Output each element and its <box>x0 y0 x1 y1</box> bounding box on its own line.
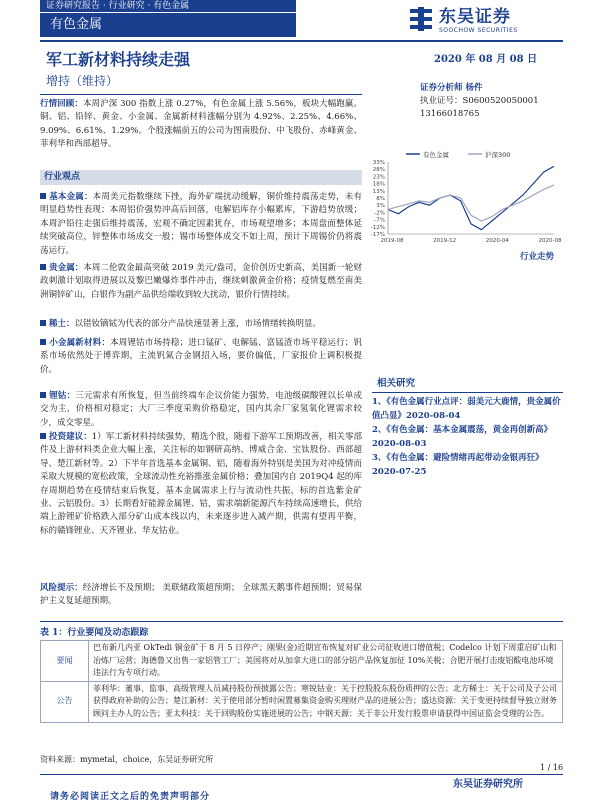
bullet-icon <box>40 264 46 270</box>
table-row <box>41 641 563 682</box>
base-metals-text: 本周美元指数继续下挫，海外矿端扰动缓解，铜价维持震荡走势，未有明显趋势性表现；本周铝价强势冲高后回落，电解铝库存小幅累库，下游趋势放缓；本周沪铅往走强后维持震荡，宏观不确定因素犹存，市场观望增多；本周盘面整体延续突破高位，锌整体市场成交一般；锡市场整体成交不如上周，预计下周锡价仍将震荡运行。 <box>40 192 362 256</box>
brand-name-en: SOOCHOW SECURITIES <box>439 27 518 34</box>
table-title: 表 1：行业要闻及动态跟踪 <box>40 628 149 638</box>
industry-view-heading: 行业观点 <box>40 170 362 185</box>
disclaimer: 请务必阅读正文之后的免责声明部分 <box>50 792 211 800</box>
precious-metals-section <box>40 262 362 302</box>
recommendation-label: 投资建议： <box>49 432 92 442</box>
related-research-list <box>372 395 567 479</box>
table-row-body: 巴布新几内亚 OkTedi 铜金矿于 8 月 5 日停产；刚果(金)近期宣布恢复对矿业公司征收进口增值税；Codelco 计划下周重启矿山和冶炼厂运营；海德鲁又出售一家铝管工厂；美国将对从加拿大进口的部分铝产品恢复加征 10%关税；合肥开展打击废铝酸电池环境违法行为专项行动。 <box>89 641 563 682</box>
precious-metals-text: 本周二伦敦金最高突破 2019 美元/盎司，金价创历史新高，美国新一轮财政刺激计划取得进展以及黎巴嫩爆炸事件冲击，继续刺激黄金价格；疫情复燃至南美洲铜锌矿山，白银作为副产品供给端收到较大扰动，银价行情持续。 <box>40 263 362 300</box>
bullet-icon <box>40 433 46 439</box>
x-tick-label: 2019-12 <box>433 238 457 244</box>
trend-chart-svg <box>358 148 563 263</box>
industry-trend-chart <box>358 148 563 263</box>
y-tick-label: 13% <box>372 188 385 195</box>
weekly-review <box>40 98 362 152</box>
table-row <box>41 681 563 722</box>
y-tick-label: -17% <box>370 232 385 238</box>
related-divider <box>372 392 563 393</box>
chart-title: 行业走势 <box>519 252 554 262</box>
analyst-phone: 13166018765 <box>420 109 480 119</box>
brand-logo-icon <box>409 7 435 31</box>
footer-firm: 东吴证券研究所 <box>453 779 523 790</box>
brand-logo <box>409 5 569 37</box>
related-item[interactable]: 2、《有色金属：基本金属震荡，黄金再创新高》2020-08-03 <box>372 425 553 449</box>
y-tick-label: 33% <box>372 160 385 166</box>
page-number: 1 / 16 <box>540 763 564 772</box>
risk-text: 经济增长不及预期； 美联储政策超预期； 全球黑天鹅事件超预期；贸易保护主义复延超预期。 <box>40 583 362 607</box>
y-tick-label: 28% <box>372 167 385 174</box>
header-divider <box>40 40 563 42</box>
weekly-review-label: 行情回顾： <box>40 99 83 109</box>
risk-section <box>40 582 362 609</box>
y-tick-label: -2% <box>374 210 385 217</box>
y-tick-label: 18% <box>372 181 385 188</box>
related-research-title: 相关研究 <box>377 378 416 389</box>
y-tick-label: 23% <box>372 174 385 181</box>
y-tick-label: -7% <box>374 217 385 224</box>
analyst-info <box>420 82 560 121</box>
y-tick-label: 8% <box>376 196 385 202</box>
x-tick-label: 2020-08 <box>538 238 562 244</box>
related-item[interactable]: 3、《有色金属：避险情绪再起带动金银再狂》2020-07-25 <box>372 453 544 477</box>
rare-earth-label: 稀土： <box>49 319 75 329</box>
rare-earth-section <box>40 318 362 331</box>
news-table <box>40 640 563 723</box>
sector-bar: 有色金属 <box>40 13 296 37</box>
table-row-body: 菲利华：董事、监事、高级管理人员减持股份预披露公告；寒锐钴业：关于控股股东股份质押的公告；北方稀土：关于公司及子公司获得政府补助的公告；楚江新材：关于使用部分暂时闲置募集资金购买理财产品的进展公告；盛达资源：关于变更持续督导独立财务顾问主办人的公告；亚太科技：关于回购股份实施进展的公告；中钢天源：关于非公开发行股票申请获得中国证监会受理的公告。 <box>89 681 563 722</box>
y-tick-label: -12% <box>370 224 385 231</box>
base-metals-section <box>40 191 362 258</box>
legend-label: 有色金属 <box>423 151 449 159</box>
table-row-head: 要闻 <box>41 641 89 682</box>
report-date: 2020 年 08 月 08 日 <box>434 54 538 65</box>
title-divider <box>40 94 362 95</box>
analyst-license: 执业证号：S0600520050001 <box>420 96 539 106</box>
base-metals-label: 基本金属： <box>49 192 93 202</box>
bullet-icon <box>40 193 46 199</box>
report-rating: 增持（维持） <box>46 74 119 88</box>
table-row-head: 公告 <box>41 681 89 722</box>
minor-metals-section <box>40 337 362 377</box>
report-title: 军工新材料持续走强 <box>46 50 191 69</box>
weekly-review-text: 本周沪深 300 指数上涨 0.27%，有色金属上涨 5.56%，板块大幅跑赢。铜、铝、铅锌、黄金、小金属、金属新材料涨幅分别为 4.92%、2.25%、4.66%、9.09%、6.61%、1.29%。个股涨幅前五的公司为图南股份、中飞股份、赤峰黄金、菲利华和西部超导。 <box>40 99 362 150</box>
lithium-cobalt-label: 锂钴： <box>49 391 76 401</box>
bullet-icon <box>40 320 46 326</box>
x-tick-label: 2020-04 <box>485 238 509 244</box>
lithium-cobalt-text: 三元需求有所恢复，但当前终端车企议价能力强势，电池级碳酸锂以长单成交为主，价格相对稳定；大厂三季度采购价格稳定，国内其余厂家氢氧化锂需求较少，成交零星。 <box>40 391 362 428</box>
left-column-divider <box>40 621 563 622</box>
footer-divider <box>40 774 563 775</box>
y-tick-label: 3% <box>376 203 385 210</box>
bullet-icon <box>40 392 46 398</box>
recommendation-section <box>40 431 362 538</box>
precious-metals-label: 贵金属： <box>49 263 84 273</box>
lithium-cobalt-section <box>40 390 362 430</box>
rare-earth-text: 以错钕镝铽为代表的部分产品快速显著上涨，市场情绪转换明显。 <box>74 319 322 329</box>
recommendation-text: 1）军工新材料持续强势，精选个股，随着下游军工预期改善，相关零部件及上游材料类企业大幅上涨，关注标的如钢研高纳、博威合金、宝钛股份、西部超导、楚江新材等。2）下半年首选基本金属铜、铝，随着海外特别是美国为对冲疫情而采取大规模的宽松政策，全球流动性充裕推涨金属价格；叠加国内自 2019Q4 起的库存周期趋势在疫情结束后恢复，基本金属需求上行与流动性共振，标的首选紫金矿业、云铝股份。3）长期看好能源金属锂、钴，需求端新能源汽车持续高速增长，供给端上游锂矿价格跌入部分矿山成本线以内，未来逐步进入减产期，供需有望再平衡，标的赣锋锂业、天齐锂业、华友钴业。 <box>40 432 362 536</box>
doc-type-strip: 证券研究报告 · 行业研究 · 有色金属 <box>40 0 296 12</box>
brand-name: 东吴证券 <box>439 7 511 27</box>
analyst-name: 证券分析师 杨件 <box>420 83 483 93</box>
x-tick-label: 2019-08 <box>380 238 404 244</box>
series-line-1 <box>388 185 554 221</box>
bullet-icon <box>40 339 46 345</box>
table-source: 资料来源：mymetal，choice，东吴证券研究所 <box>40 755 214 764</box>
related-item[interactable]: 1、《有色金属行业点评：弱美元大鹿情，贵金属价值凸显》2020-08-04 <box>372 397 561 421</box>
minor-metals-text: 本周锂钴市场持稳；进口锰矿、电解锰、富锰渣市场平稳运行；钒系市场依然处于博弈期，主流钒氮合金钢招入场，要价偏低，厂家报价上调积极提价。 <box>40 338 362 375</box>
minor-metals-label: 小金属新材料： <box>49 338 111 348</box>
risk-label: 风险提示： <box>40 583 83 593</box>
legend-label: 沪深300 <box>485 151 511 159</box>
